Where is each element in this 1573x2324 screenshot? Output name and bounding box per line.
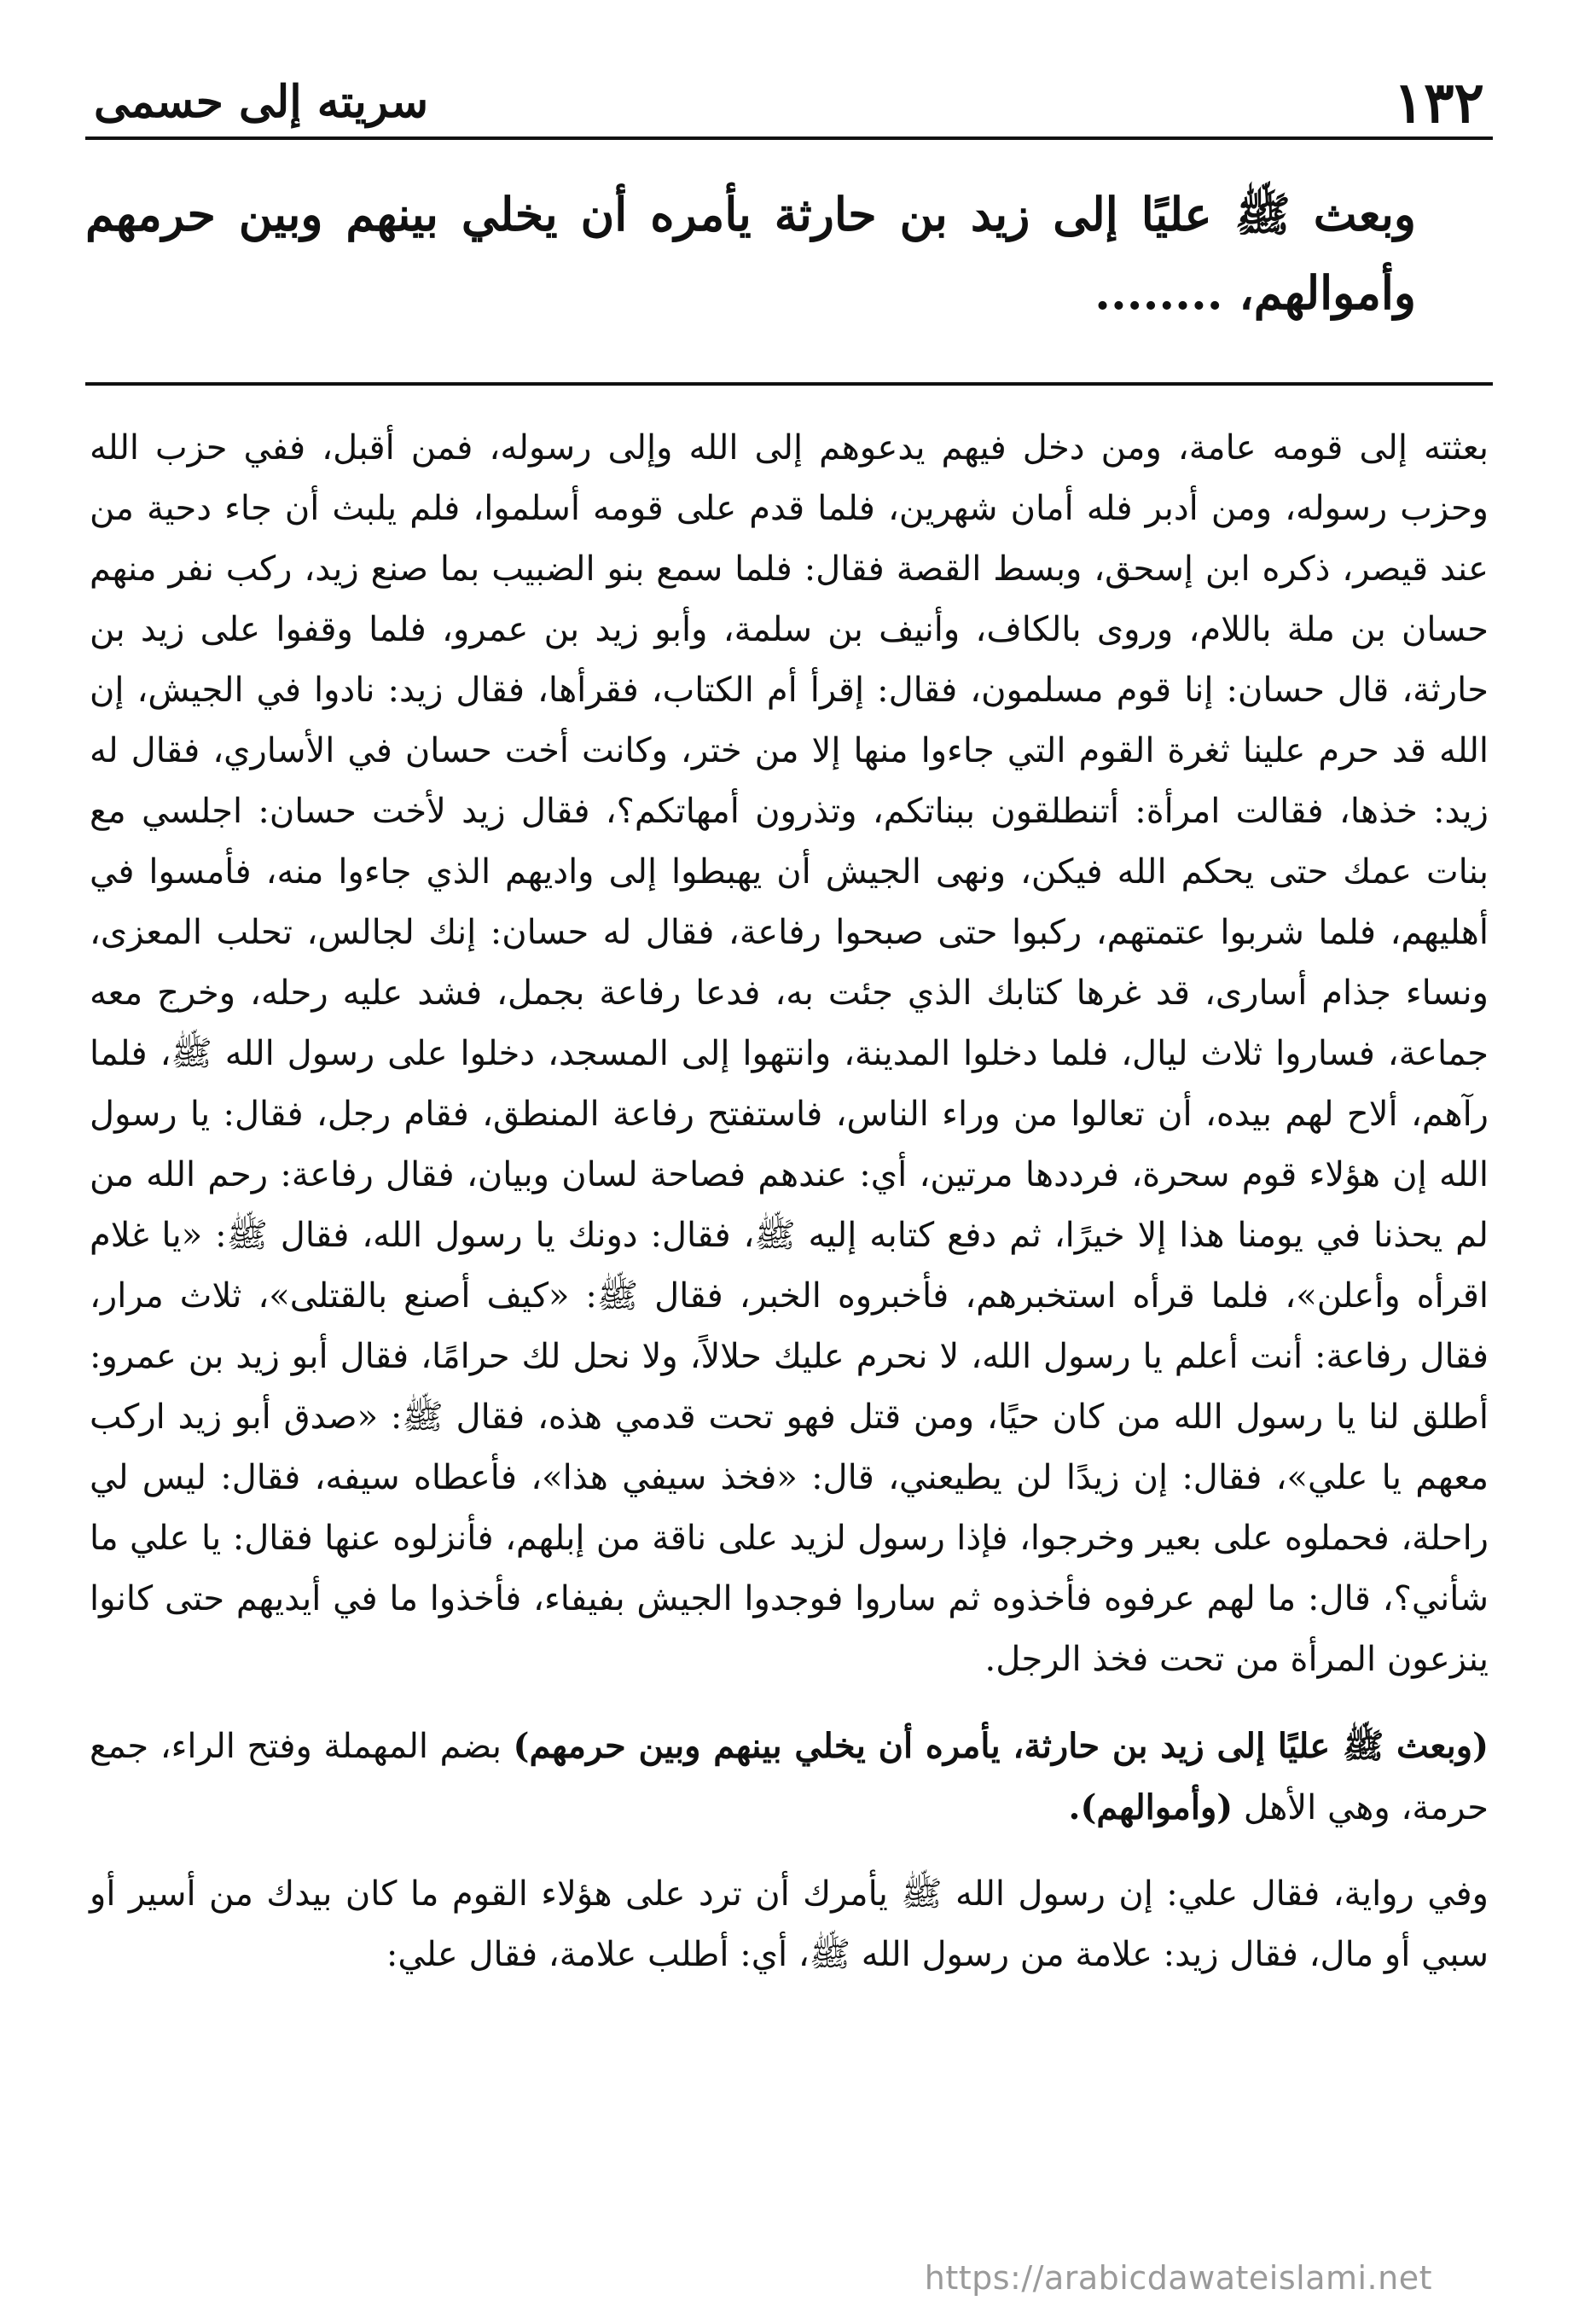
watermark: https://arabicdawateislami.net [924, 2259, 1432, 2297]
commentary-body [90, 418, 1489, 1985]
page-number: ١٣٢ [1393, 69, 1484, 136]
lemma-quote: (وأموالهم). [1068, 1787, 1233, 1827]
matn-text: وبعث ﷺ عليًا إلى زيد بن حارثة يأمره أن يخلي بينهم وبين حرمهم وأموالهم، ........ [85, 187, 1416, 320]
matn-divider [85, 382, 1493, 386]
commentary-paragraph: وفي رواية، فقال علي: إن رسول الله ﷺ يأمرك أن ترد على هؤلاء القوم ما كان بيدك من أسير أو سبي أو مال، فقال زيد: علامة من رسول الله ﷺ، أي: أطلب علامة، فقال علي: [90, 1874, 1489, 1974]
commentary-paragraph: بعثته إلى قومه عامة، ومن دخل فيهم يدعوهم إلى الله وإلى رسوله، فمن أقبل، ففي حزب الله وحزب رسوله، ومن أدبر فله أمان شهرين، فلما قدم على قومه أسلموا، فلم يلبث أن جاء دحية من عند قيصر، ذكره ابن إسحق، وبسط القصة فقال: فلما سمع بنو الضبيب بما صنع زيد، ركب نفر منهم حسان بن ملة باللام، وروى بالكاف، وأنيف بن سلمة، وأبو زيد بن عمرو، فلما وقفوا على زيد بن حارثة، قال حسان: إنا قوم مسلمون، فقال: إقرأ أم الكتاب، فقرأها، فقال زيد: نادوا في الجيش، إن الله قد حرم علينا ثغرة القوم التي جاءوا منها إلا من ختر، وكانت أخت حسان في الأساري، فقال له زيد: خذها، فقالت امرأة: أتنطلقون ببناتكم، وتذرون أمهاتكم؟، فقال زيد لأخت حسان: اجلسي مع بنات عمك حتى يحكم الله فيكن، ونهى الجيش أن يهبطوا إلى واديهم الذي جاءوا منه، فأمسوا في أهليهم، فلما شربوا عتمتهم، ركبوا حتى صبحوا رفاعة، فقال له حسان: إنك لجالس، تحلب المعزى، ونساء جذام أسارى، قد غرها كتابك الذي جئت به، فدعا رفاعة بجمل، فشد عليه رحله، وخرج معه جماعة، فساروا ثلاث ليال، فلما دخلوا المدينة، وانتهوا إلى المسجد، دخلوا على رسول الله ﷺ، فلما رآهم، ألاح لهم بيده، أن تعالوا من وراء الناس، فاستفتح رفاعة المنطق، فقام رجل، فقال: يا رسول الله إن هؤلاء قوم سحرة، فرددها مرتين، أي: عندهم فصاحة لسان وبيان، فقال رفاعة: رحم الله من لم يحذنا في يومنا هذا إلا خيرًا، ثم دفع كتابه إليه ﷺ، فقال: دونك يا رسول الله، فقال ﷺ: «يا غلام اقرأه وأعلن»، فلما قرأه استخبرهم، فأخبروه الخبر، فقال ﷺ: «كيف أصنع بالقتلى»، ثلاث مرار، فقال رفاعة: أنت أعلم يا رسول الله، لا نحرم عليك حلالاً، ولا نحل لك حرامًا، فقال أبو زيد بن عمرو: أطلق لنا يا رسول الله من كان حيًا، ومن قتل فهو تحت قدمي هذه، فقال ﷺ: «صدق أبو زيد اركب معهم يا علي»، فقال: إن زيدًا لن يطيعني، قال: «فخذ سيفي هذا»، فأعطاه سيفه، فقال: ليس لي راحلة، فحملوه على بعير وخرجوا، فإذا رسول لزيد على ناقة من إبلهم، فأنزلوه عنها فقال: يا علي ما شأني؟، قال: ما لهم عرفوه فأخذوه ثم ساروا فوجدوا الجيش بفيفاء، فأخذوا ما في أيديهم حتى كانوا ينزعون المرأة من تحت فخذ الرجل. [90, 428, 1489, 1679]
running-title: سريته إلى حسمى [94, 76, 429, 128]
page-header [85, 60, 1493, 145]
lemma-quote: (وبعث ﷺ عليًا إلى زيد بن حارثة، يأمره أن يخلي بينهم وبين حرمهم) [513, 1726, 1489, 1766]
commentary-paragraph [90, 1716, 1489, 1839]
lemma-explanation: بضم المهملة وفتح الراء، جمع حرمة، وهي الأهل [90, 1727, 1489, 1827]
header-divider [85, 137, 1493, 140]
